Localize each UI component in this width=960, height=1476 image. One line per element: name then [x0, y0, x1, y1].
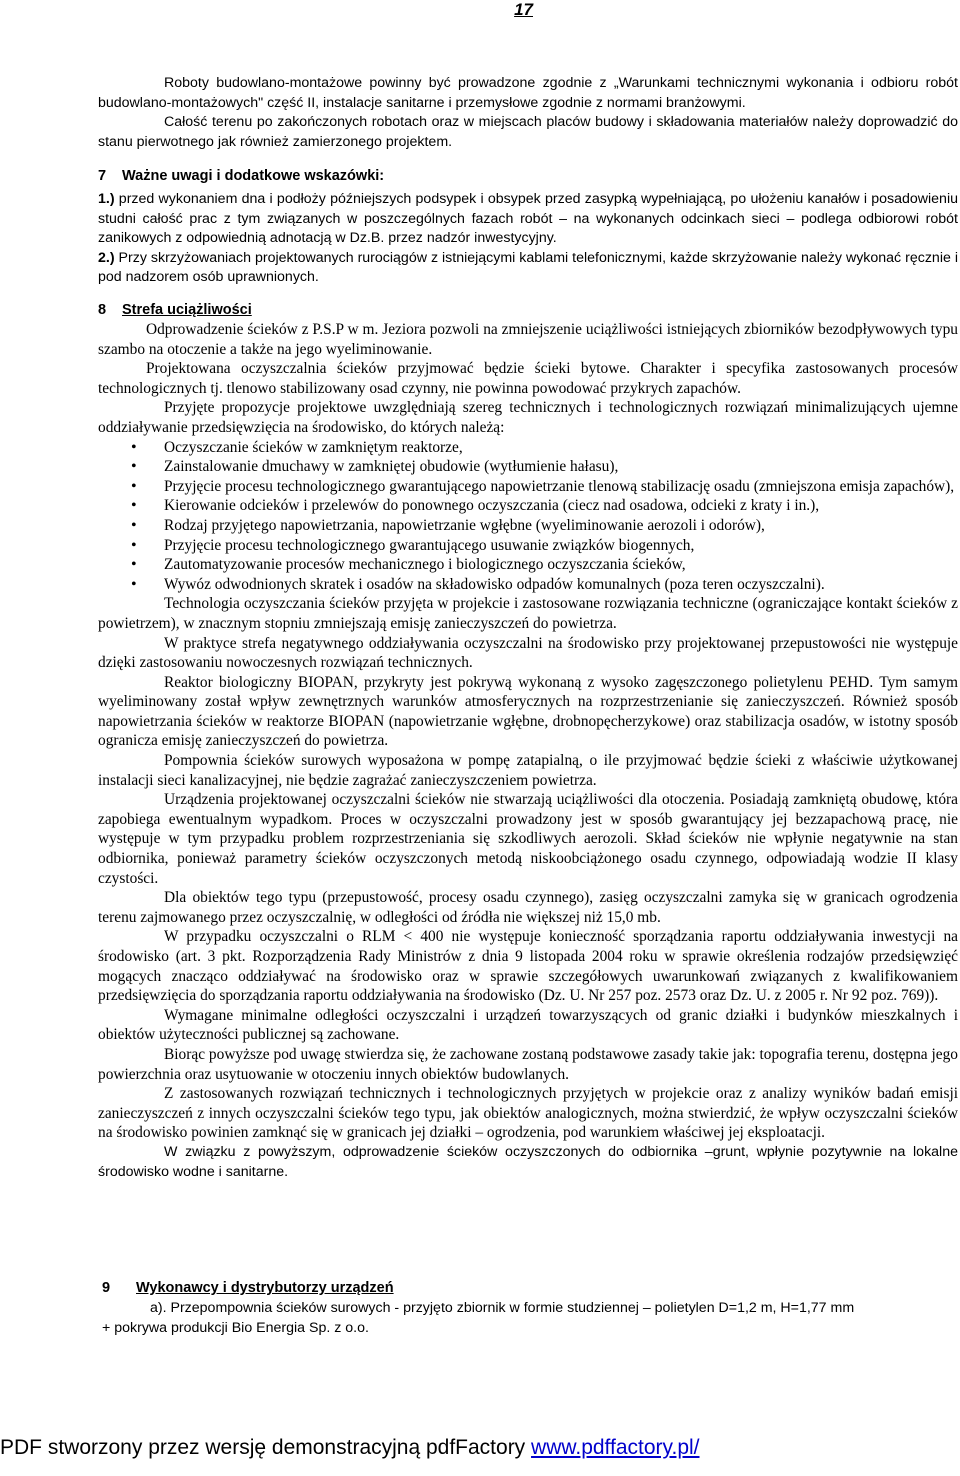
paragraph: Wymagane minimalne odległości oczyszczalni i urządzeń towarzyszących od granic działki i budynków mieszkalnych i obiektów użyteczności publicznej są zachowane. — [98, 1006, 958, 1044]
intro-paragraph: Całość terenu po zakończonych robotach oraz w miejscach placów budowy i składowania materiałów należy doprowadzić do stanu pierwotnego jak również zamierzonego projektem. — [98, 114, 958, 150]
paragraph: Projektowana oczyszczalnia ścieków przyjmować będzie ścieki bytowe. Charakter i specyfika zastosowanych procesów technologicznych tj. tlenowo stabilizowany osad czynny, nie powinna powodować przykrych zapachów. — [98, 360, 958, 397]
note-item — [98, 190, 958, 249]
pdf-watermark-footer — [0, 1436, 700, 1460]
section-title: Strefa uciążliwości — [122, 302, 252, 318]
page-number: 17 — [514, 0, 533, 19]
paragraph: + pokrywa produkcji Bio Energia Sp. z o.o. — [102, 1320, 369, 1336]
section-8-body — [98, 320, 958, 1182]
section-7-heading — [98, 168, 384, 184]
paragraph: Przyjęte propozycje projektowe uwzględniają szereg technicznych i technologicznych rozwiązań minimalizujących ujemne oddziaływanie przedsięwzięcia na środowisko, do których należą: — [98, 399, 958, 436]
list-item: • Wywóz odwodnionych skratek i osadów na składowisko odpadów komunalnych (poza teren oczyszczalni). — [98, 575, 958, 595]
list-item: • Oczyszczanie ścieków w zamkniętym reaktorze, — [98, 438, 958, 458]
intro-section — [98, 74, 958, 152]
section-9-heading — [102, 1280, 394, 1296]
list-item: • Kierowanie odcieków i przelewów do ponownego oczyszczania (ciecz nad osadowa, odcieki z kraty i in.), — [98, 496, 958, 516]
list-item: • Zainstalowanie dmuchawy w zamkniętej obudowie (wytłumienie hałasu), — [98, 457, 958, 477]
section-title: Ważne uwagi i dodatkowe wskazówki: — [122, 168, 385, 184]
footer-link[interactable]: www.pdffactory.pl/ — [531, 1436, 700, 1459]
paragraph: Technologia oczyszczania ścieków przyjęta w projekcie i zastosowane rozwiązania techniczne (ograniczające kontakt ścieków z powietrzem), w znacznym stopniu zmniejszają emisję zanieczyszczeń do powietrza. — [98, 595, 958, 632]
paragraph: W praktyce strefa negatywnego oddziaływania oczyszczalni na środowisko przy projektowanej przepustowości nie występuje dzięki zastosowaniu nowoczesnych rozwiązań technicznych. — [98, 634, 958, 672]
footer-text: PDF stworzony przez wersję demonstracyjną pdfFactory — [0, 1436, 532, 1459]
section-8-heading — [98, 302, 252, 318]
paragraph: Reaktor biologiczny BIOPAN, przykryty jest pokrywą wykonaną z wysoko zagęszczonego polietylenu PEHD. Tym samym wyeliminowany został wpływ zewnętrznych warunków atmosferycznych na rozprzestrzenianie się zanieczyszczeń. Również sposób napowietrzania ścieków w reaktorze BIOPAN (napowietrzanie wgłębne, drobnopęcherzykowe) oraz stabilizacja osadów, w istotny sposób ogranicza emisję zanieczyszczeń do powietrza. — [98, 673, 958, 750]
measures-list — [98, 438, 958, 595]
section-title: Wykonawcy i dystrybutorzy urządzeń — [136, 1280, 394, 1296]
section-number: 7 — [98, 168, 107, 184]
list-item: • Rodzaj przyjętego napowietrzania, napowietrzanie wgłębne (wyeliminowanie aerozoli i odorów), — [98, 516, 958, 536]
paragraph: Z zastosowanych rozwiązań technicznych i technologicznych przyjętych w projekcie oraz z analizy wyników badań emisji zanieczyszczeń z innych oczyszczalni ścieków tego typu, jak obiektów analogicznych, można stwierdzić, że wpływ oczyszczalni ścieków na środowisko powinien zamknąć się w granicach jej działki – ogrodzenia, pod warunkiem właściwej jej eksploatacji. — [98, 1085, 958, 1142]
paragraph: Dla obiektów tego typu (przepustowość, procesy osadu czynnego), zasięg oczyszczalni zamyka się w granicach ogrodzenia terenu zajmowanego przez oczyszczalnię, w odległości od źródła nie większej niż 15,0 mb. — [98, 889, 958, 926]
list-item: • Przyjęcie procesu technologicznego gwarantującego napowietrzanie tlenową stabilizację osadu (zmniejszona emisja zapachów), — [98, 477, 958, 497]
list-item: • Zautomatyzowanie procesów mechanicznego i biologicznego oczyszczania ścieków, — [98, 555, 958, 575]
note-text: przed wykonaniem dna i podłoży późniejszych podsypek i obsypek przed zasypką wypełniającą, po ułożeniu kanałów i posadowieniu studni całość prac z tym związanych w poszczególnych fazach robót – na wykonanych odcinkach sieci – podlega odbiorowi robót zanikowych z odpowiednią adnotacją w Dz.B. przez nadzór inwestycyjny. — [98, 191, 958, 247]
paragraph: Urządzenia projektowanej oczyszczalni ścieków nie stwarzają uciążliwości dla otoczenia. Posiadają zamkniętą obudowę, która zapobiega ewentualnym wypadkom. Proces w oczyszczalni prowadzony jest w sposób gwarantujący jej bezzapachową pracę, nie występuje w tym przypadku problem rozprzestrzeniania się szkodliwych aerozoli. Skład ścieków nie wpłynie negatywnie na stan odbiornika, ponieważ parametry ścieków oczyszczonych metodą niskoobciążonego osadu czynnego, odpowiadają wodzie II klasy czystości. — [98, 791, 958, 887]
note-marker: 1.) — [98, 191, 115, 207]
paragraph: Pompownia ścieków surowych wyposażona w pompę zatapialną, o ile przyjmować będzie ścieki z właściwie użytkowanej instalacji sieci kanalizacyjnej, nie będzie zagrażać zanieczyszczeniem powietrza. — [98, 752, 958, 789]
section-7-body — [98, 190, 958, 288]
paragraph: W przypadku oczyszczalni o RLM < 400 nie występuje konieczność sporządzania raportu oddziaływania inwestycji na środowisko (art. 3 pkt. Rozporządzenia Rady Ministrów z dnia 9 listopada 2004 roku w sprawie określenia rodzajów przedsięwzięć mogących znacząco oddziaływać na środowisko oraz w sprawie szczegółowych uwarunkowań związanych z kwalifikowaniem przedsięwzięcia do sporządzania raportu oddziaływania na środowisko (Dz. U. Nr 257 poz. 2573 oraz Dz. U. z 2005 r. Nr 92 poz. 769)). — [98, 928, 958, 1005]
section-number: 8 — [98, 302, 107, 318]
paragraph: Biorąc powyższe pod uwagę stwierdza się, że zachowane zostaną podstawowe zasady takie jak: topografia terenu, dostępna jego powierzchnia oraz usytuowanie w otoczeniu innych obiektów budowlanych. — [98, 1045, 958, 1083]
note-marker: 2.) — [98, 249, 115, 266]
note-item — [98, 249, 958, 288]
paragraph: W związku z powyższym, odprowadzenie ścieków oczyszczonych do odbiornika –grunt, wpłynie pozytywnie na lokalne środowisko wodne i sanitarne. — [98, 1143, 958, 1180]
paragraph: a). Przepompownia ścieków surowych - przyjęto zbiornik w formie studziennej – polietylen D=1,2 m, H=1,77 mm — [150, 1300, 855, 1316]
note-text: Przy skrzyżowaniach projektowanych rurociągów z istniejącymi kablami telefonicznymi, każde skrzyżowanie należy wykonać ręcznie i pod nadzorem osób uprawnionych. — [98, 249, 958, 286]
section-9-body — [98, 1298, 958, 1338]
section-number: 9 — [102, 1280, 111, 1296]
intro-paragraph: Roboty budowlano-montażowe powinny być prowadzone zgodnie z „Warunkami technicznymi wykonania i odbioru robót budowlano-montażowych" część II, instalacje sanitarne i przemysłowe zgodnie z normami branżowymi. — [98, 75, 958, 111]
paragraph: Odprowadzenie ścieków z P.S.P w m. Jeziora pozwoli na zmniejszenie uciążliwości istniejących zbiorników bezodpływowych typu szambo na otoczenie a także na jego wyeliminowanie. — [98, 321, 958, 358]
list-item: • Przyjęcie procesu technologicznego gwarantującego usuwanie związków biogennych, — [98, 536, 958, 556]
